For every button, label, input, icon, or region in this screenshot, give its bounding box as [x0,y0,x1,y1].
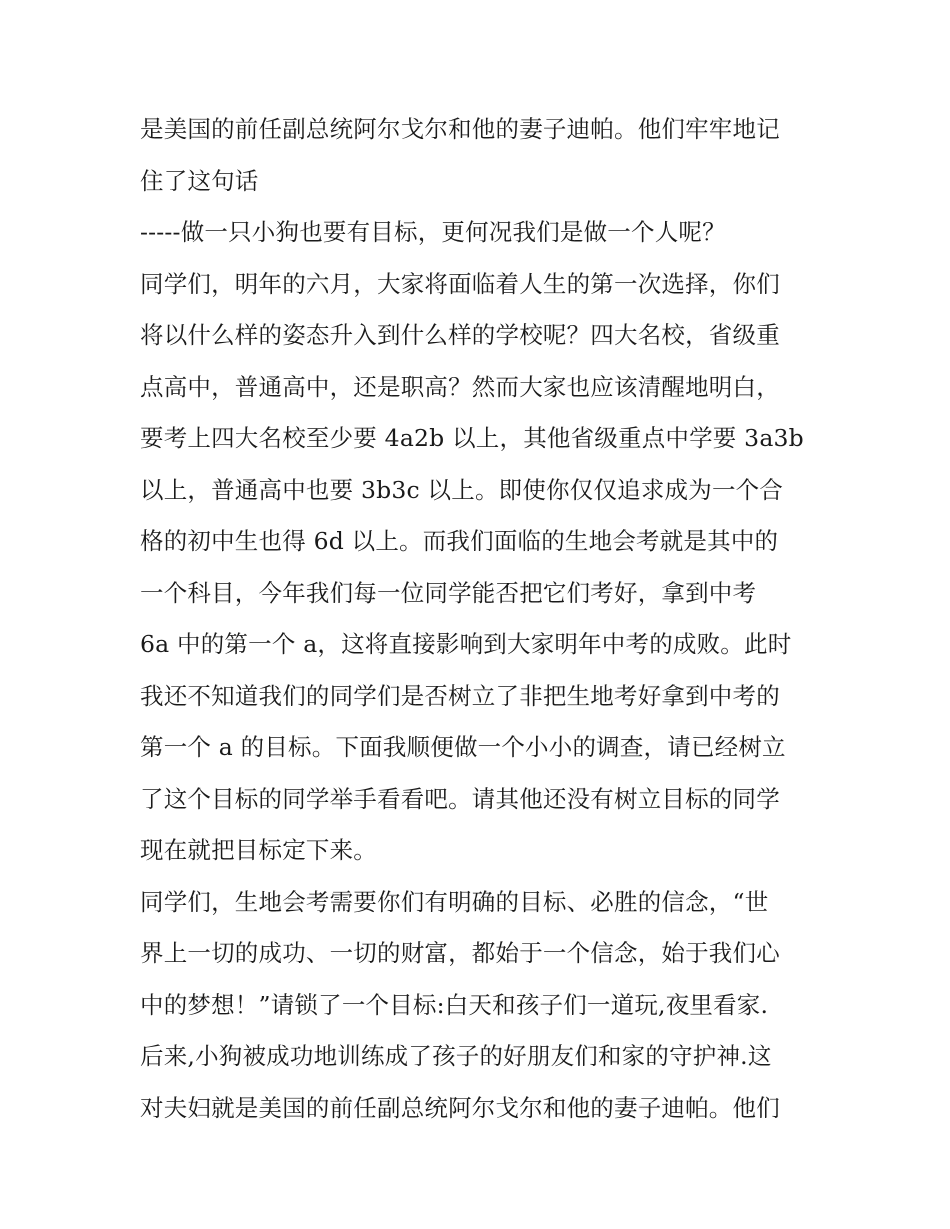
text-line-12: 我还不知道我们的同学们是否树立了非把生地考好拿到中考的 [140,681,780,710]
text-line-9: 格的初中生也得 6d 以上。而我们面临的生地会考就是其中的 [140,527,779,555]
text-line-3: -----做一只小狗也要有目标，更何况我们是做一个人呢？ [140,218,726,246]
text-line-15: 现在就把目标定下来。 [140,836,377,864]
text-line-10: 一个科目，今年我们每一位同学能否把它们考好，拿到中考 [140,578,757,607]
text-line-16: 同学们，生地会考需要你们有明确的目标、必胜的信念，“世 [140,887,769,916]
text-line-14: 了这个目标的同学举手看看吧。请其他还没有树立目标的同学 [140,784,780,813]
text-line-11: 6a 中的第一个 a，这将直接影响到大家明年中考的成败。此时 [140,630,792,658]
text-line-13: 第一个 a 的目标。下面我顺便做一个小小的调查，请已经树立 [140,733,786,761]
text-line-5: 将以什么样的姿态升入到什么样的学校呢？四大名校，省级重 [140,321,780,349]
document-body [140,104,818,1134]
text-line-1: 是美国的前任副总统阿尔戈尔和他的妻子迪帕。他们牢牢地记 [140,115,780,143]
text-line-7: 要考上四大名校至少要 4a2b 以上，其他省级重点中学要 3a3b [140,424,804,452]
text-line-17: 界上一切的成功、一切的财富，都始于一个信念，始于我们心 [140,939,780,967]
text-line-19: 后来,小狗被成功地训练成了孩子的好朋友们和家的守护神.这 [140,1042,772,1070]
text-line-2: 住了这句话 [140,166,259,195]
text-line-18: 中的梦想！”请锁了一个目标:白天和孩子们一道玩,夜里看家. [140,990,769,1019]
text-line-4: 同学们，明年的六月，大家将面临着人生的第一次选择，你们 [140,269,780,298]
text-line-6: 点高中，普通高中，还是职高？然而大家也应该清醒地明白， [140,372,780,401]
text-line-8: 以上，普通高中也要 3b3c 以上。即使你仅仅追求成为一个合 [140,475,784,504]
text-line-20: 对夫妇就是美国的前任副总统阿尔戈尔和他的妻子迪帕。他们 [140,1093,780,1122]
